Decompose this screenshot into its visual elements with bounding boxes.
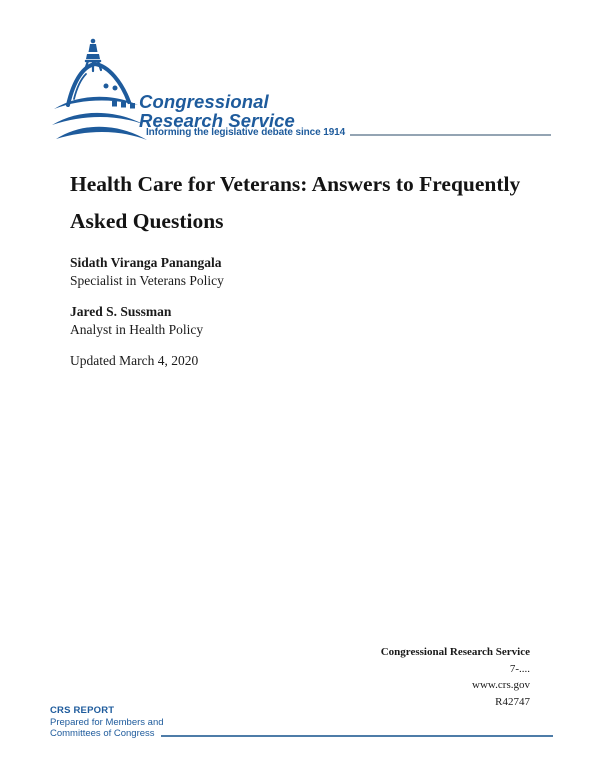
crs-report-label: CRS REPORT [50, 705, 115, 716]
author-entry [70, 254, 224, 290]
author-role: Analyst in Health Policy [70, 322, 204, 337]
updated-date: Updated March 4, 2020 [70, 353, 199, 368]
footer-org-name: Congressional Research Service [380, 646, 530, 658]
logo-tagline-row [146, 127, 551, 138]
footer-crs-report [50, 705, 553, 740]
footer-publication-info [381, 644, 530, 710]
author-role: Specialist in Veterans Policy [70, 273, 224, 288]
author-block [70, 254, 224, 370]
footer-website: www.crs.gov [472, 679, 530, 691]
footer-left-line1: Prepared for Members and [50, 716, 164, 728]
footer-left-row [50, 728, 553, 740]
author-entry [70, 303, 224, 339]
header-rule [350, 134, 551, 136]
logo-wordmark [139, 92, 295, 130]
logo-wordmark-line2: Research Service [139, 110, 295, 131]
author-name: Jared S. Sussman [70, 304, 172, 319]
logo-tagline: Informing the legislative debate since 1914 [146, 127, 346, 138]
footer-rule [161, 735, 553, 737]
capitol-dome-icon [52, 37, 147, 142]
author-name: Sidath Viranga Panangala [70, 255, 222, 270]
footer-phone: 7-.... [509, 662, 530, 675]
footer-left-line2: Committees of Congress [50, 728, 155, 739]
logo-wordmark-line1: Congressional [139, 91, 269, 112]
footer-report-number: R42747 [495, 695, 530, 708]
report-title: Health Care for Veterans: Answers to Frequently Asked Questions [70, 172, 521, 233]
